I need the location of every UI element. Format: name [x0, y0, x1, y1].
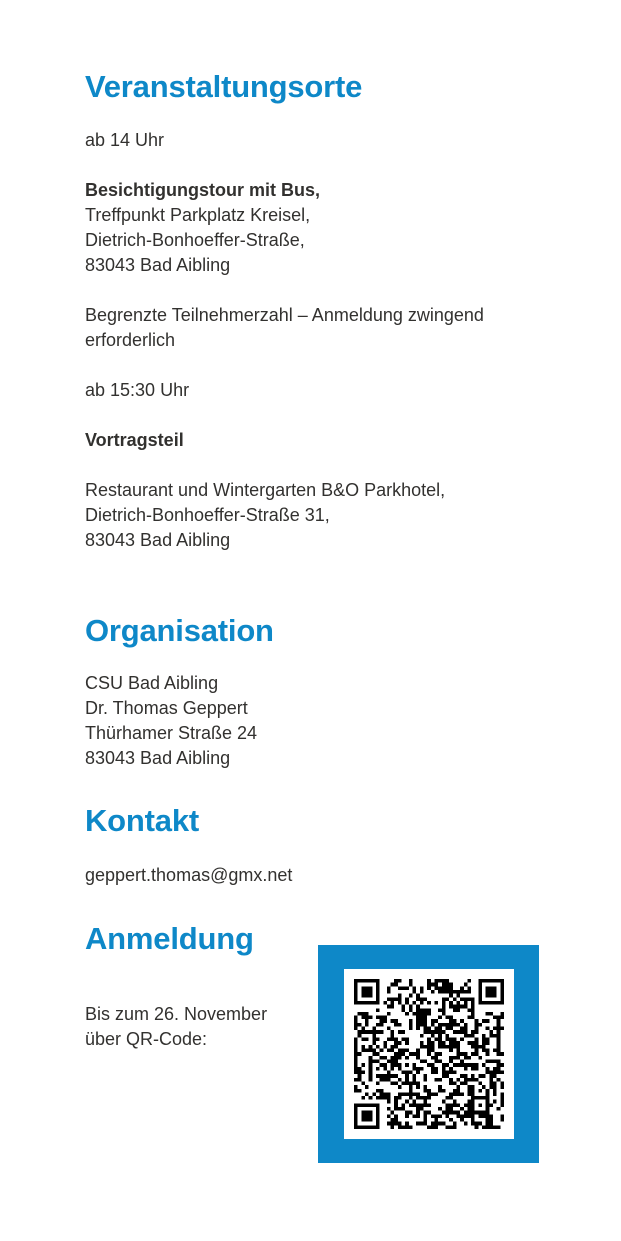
talk-venue-name: Restaurant und Wintergarten B&O Parkhotel,: [85, 480, 446, 500]
flyer-content-column: [85, 0, 575, 1052]
bus-tour-meeting-point: Treffpunkt Parkplatz Kreisel,: [85, 205, 311, 225]
talk-venue-city: 83043 Bad Aibling: [85, 530, 231, 550]
talk-start-time: ab 15:30 Uhr: [85, 380, 190, 400]
organisation-city: 83043 Bad Aibling: [85, 748, 231, 768]
participation-note-line2: erforderlich: [85, 330, 176, 350]
bus-tour-title: Besichtigungstour mit Bus,: [85, 180, 321, 200]
participation-note-block: [85, 303, 575, 353]
venues-start-time: ab 14 Uhr: [85, 130, 165, 150]
registration-deadline-line2: über QR-Code:: [85, 1029, 208, 1049]
qr-code: [354, 979, 504, 1129]
section-heading-organisation: Organisation: [85, 613, 274, 648]
organisation-street: Thürhamer Straße 24: [85, 723, 258, 743]
bus-tour-street: Dietrich-Bonhoeffer-Straße,: [85, 230, 305, 250]
bus-tour-block: [85, 178, 575, 278]
contact-email: geppert.thomas@gmx.net: [85, 865, 293, 885]
section-heading-contact: Kontakt: [85, 803, 199, 838]
qr-code-frame: [318, 945, 539, 1163]
participation-note-line1: Begrenzte Teilnehmerzahl – Anmeldung zwingend: [85, 305, 484, 325]
organisation-person: Dr. Thomas Geppert: [85, 698, 248, 718]
talk-title: Vortragsteil: [85, 430, 184, 450]
section-heading-registration: Anmeldung: [85, 921, 254, 956]
talk-venue-block: [85, 478, 575, 553]
registration-deadline-line1: Bis zum 26. November: [85, 1004, 268, 1024]
talk-venue-street: Dietrich-Bonhoeffer-Straße 31,: [85, 505, 330, 525]
organisation-address-block: [85, 671, 575, 771]
organisation-name: CSU Bad Aibling: [85, 673, 219, 693]
section-heading-venues: Veranstaltungsorte: [85, 69, 363, 104]
qr-code-quiet-zone: [344, 969, 514, 1139]
bus-tour-city: 83043 Bad Aibling: [85, 255, 231, 275]
